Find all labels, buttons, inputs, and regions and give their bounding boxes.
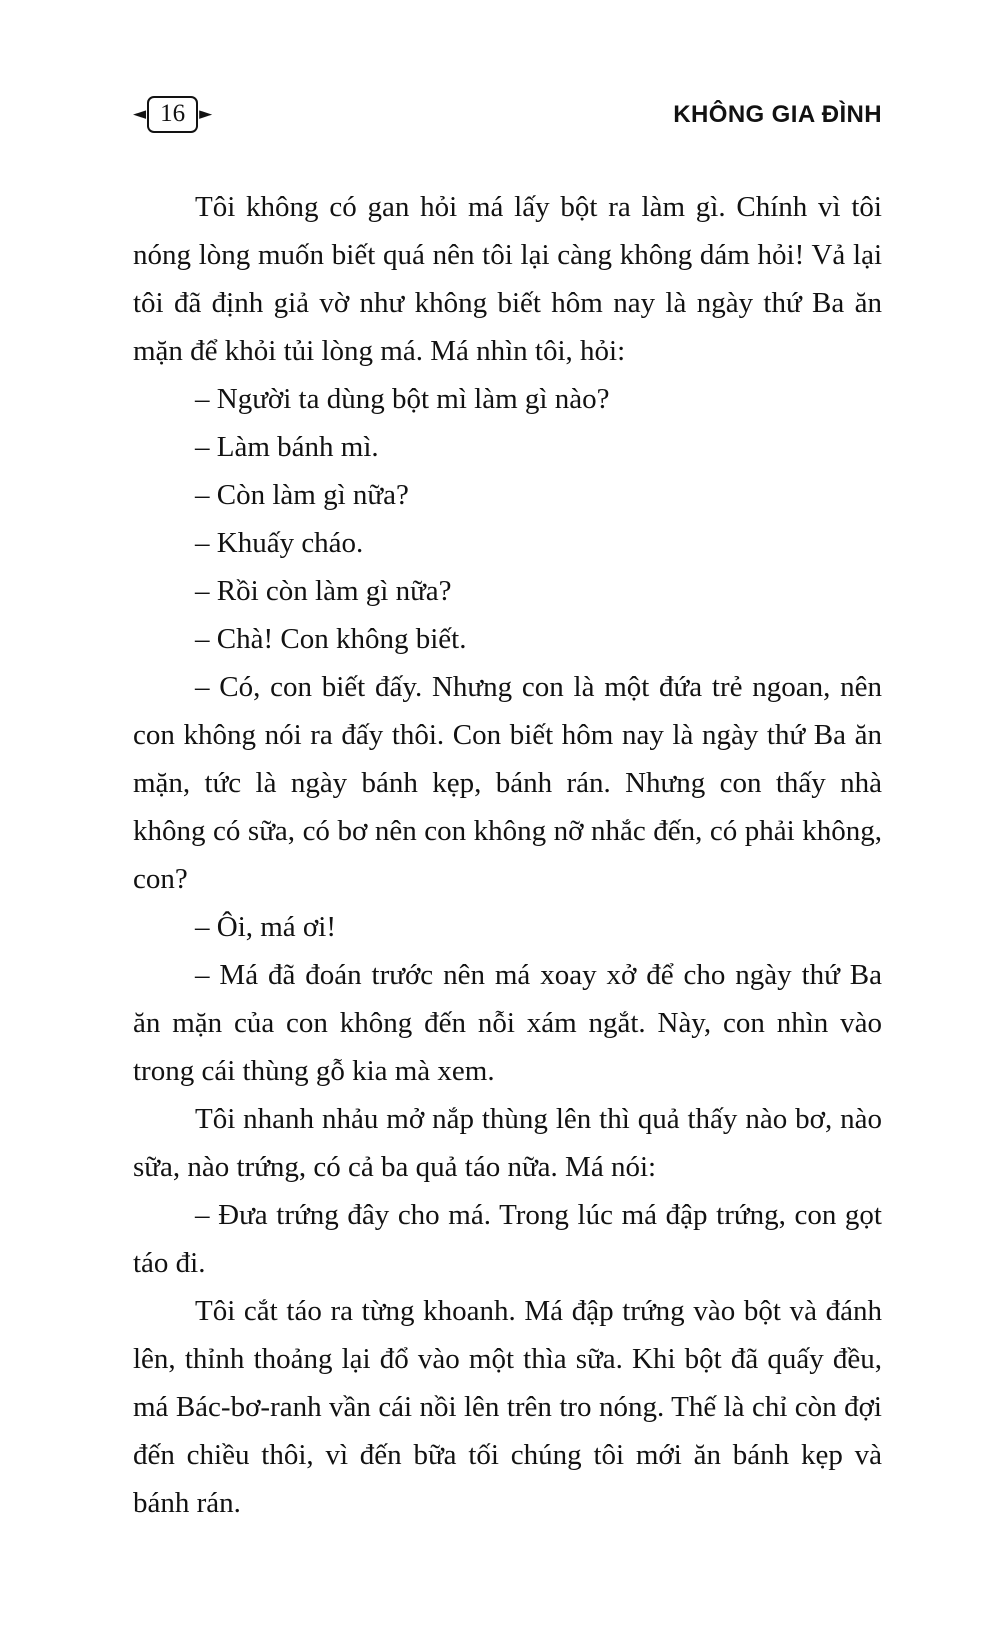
paragraph-dialogue: – Có, con biết đấy. Nhưng con là một đứa trẻ ngoan, nên con không nói ra đấy thôi. Con biết hôm nay là ngày thứ Ba ăn mặn, tức là ngày bánh kẹp, bánh rán. Nhưng con thấy nhà không có sữa, có bơ nên con không nỡ nhắc đến, có phải không, con? — [133, 671, 882, 896]
paragraph-dialogue: – Ôi, má ơi! — [195, 911, 336, 944]
paragraph-dialogue: – Làm bánh mì. — [195, 431, 379, 464]
page-header — [133, 96, 882, 133]
paragraph-narration: Tôi cắt táo ra từng khoanh. Má đập trứng vào bột và đánh lên, thỉnh thoảng lại đổ vào một thìa sữa. Khi bột đã quấy đều, má Bác-bơ-ranh vần cái nồi lên trên tro nóng. Thế là chỉ còn đợi đến chiều thôi, vì đến bữa tối chúng tôi mới ăn bánh kẹp và bánh rán. — [133, 1295, 882, 1520]
paragraph-narration: Tôi nhanh nhảu mở nắp thùng lên thì quả thấy nào bơ, nào sữa, nào trứng, có cả ba quả táo nữa. Má nói: — [133, 1103, 882, 1184]
page-number-nav — [133, 96, 212, 133]
paragraph-narration: Tôi không có gan hỏi má lấy bột ra làm gì. Chính vì tôi nóng lòng muốn biết quá nên tôi lại càng không dám hỏi! Vả lại tôi đã định giả vờ như không biết hôm nay là ngày thứ Ba ăn mặn để khỏi tủi lòng má. Má nhìn tôi, hỏi: — [133, 191, 882, 368]
paragraph-dialogue: – Khuấy cháo. — [195, 527, 364, 560]
next-page-icon: ► — [199, 104, 213, 125]
paragraph-dialogue: – Đưa trứng đây cho má. Trong lúc má đập trứng, con gọt táo đi. — [133, 1199, 882, 1280]
page-number: 16 — [147, 96, 198, 133]
paragraph-dialogue: – Rồi còn làm gì nữa? — [195, 575, 452, 608]
paragraph-dialogue: – Chà! Con không biết. — [195, 623, 467, 656]
paragraph-dialogue: – Còn làm gì nữa? — [195, 479, 409, 512]
paragraph-dialogue: – Má đã đoán trước nên má xoay xở để cho ngày thứ Ba ăn mặn của con không đến nỗi xám ngắt. Này, con nhìn vào trong cái thùng gỗ kia mà xem. — [133, 959, 882, 1088]
prev-page-icon: ◄ — [133, 104, 147, 125]
book-title: KHÔNG GIA ĐÌNH — [673, 100, 882, 128]
page-body — [133, 183, 882, 1527]
paragraph-dialogue: – Người ta dùng bột mì làm gì nào? — [195, 383, 610, 416]
